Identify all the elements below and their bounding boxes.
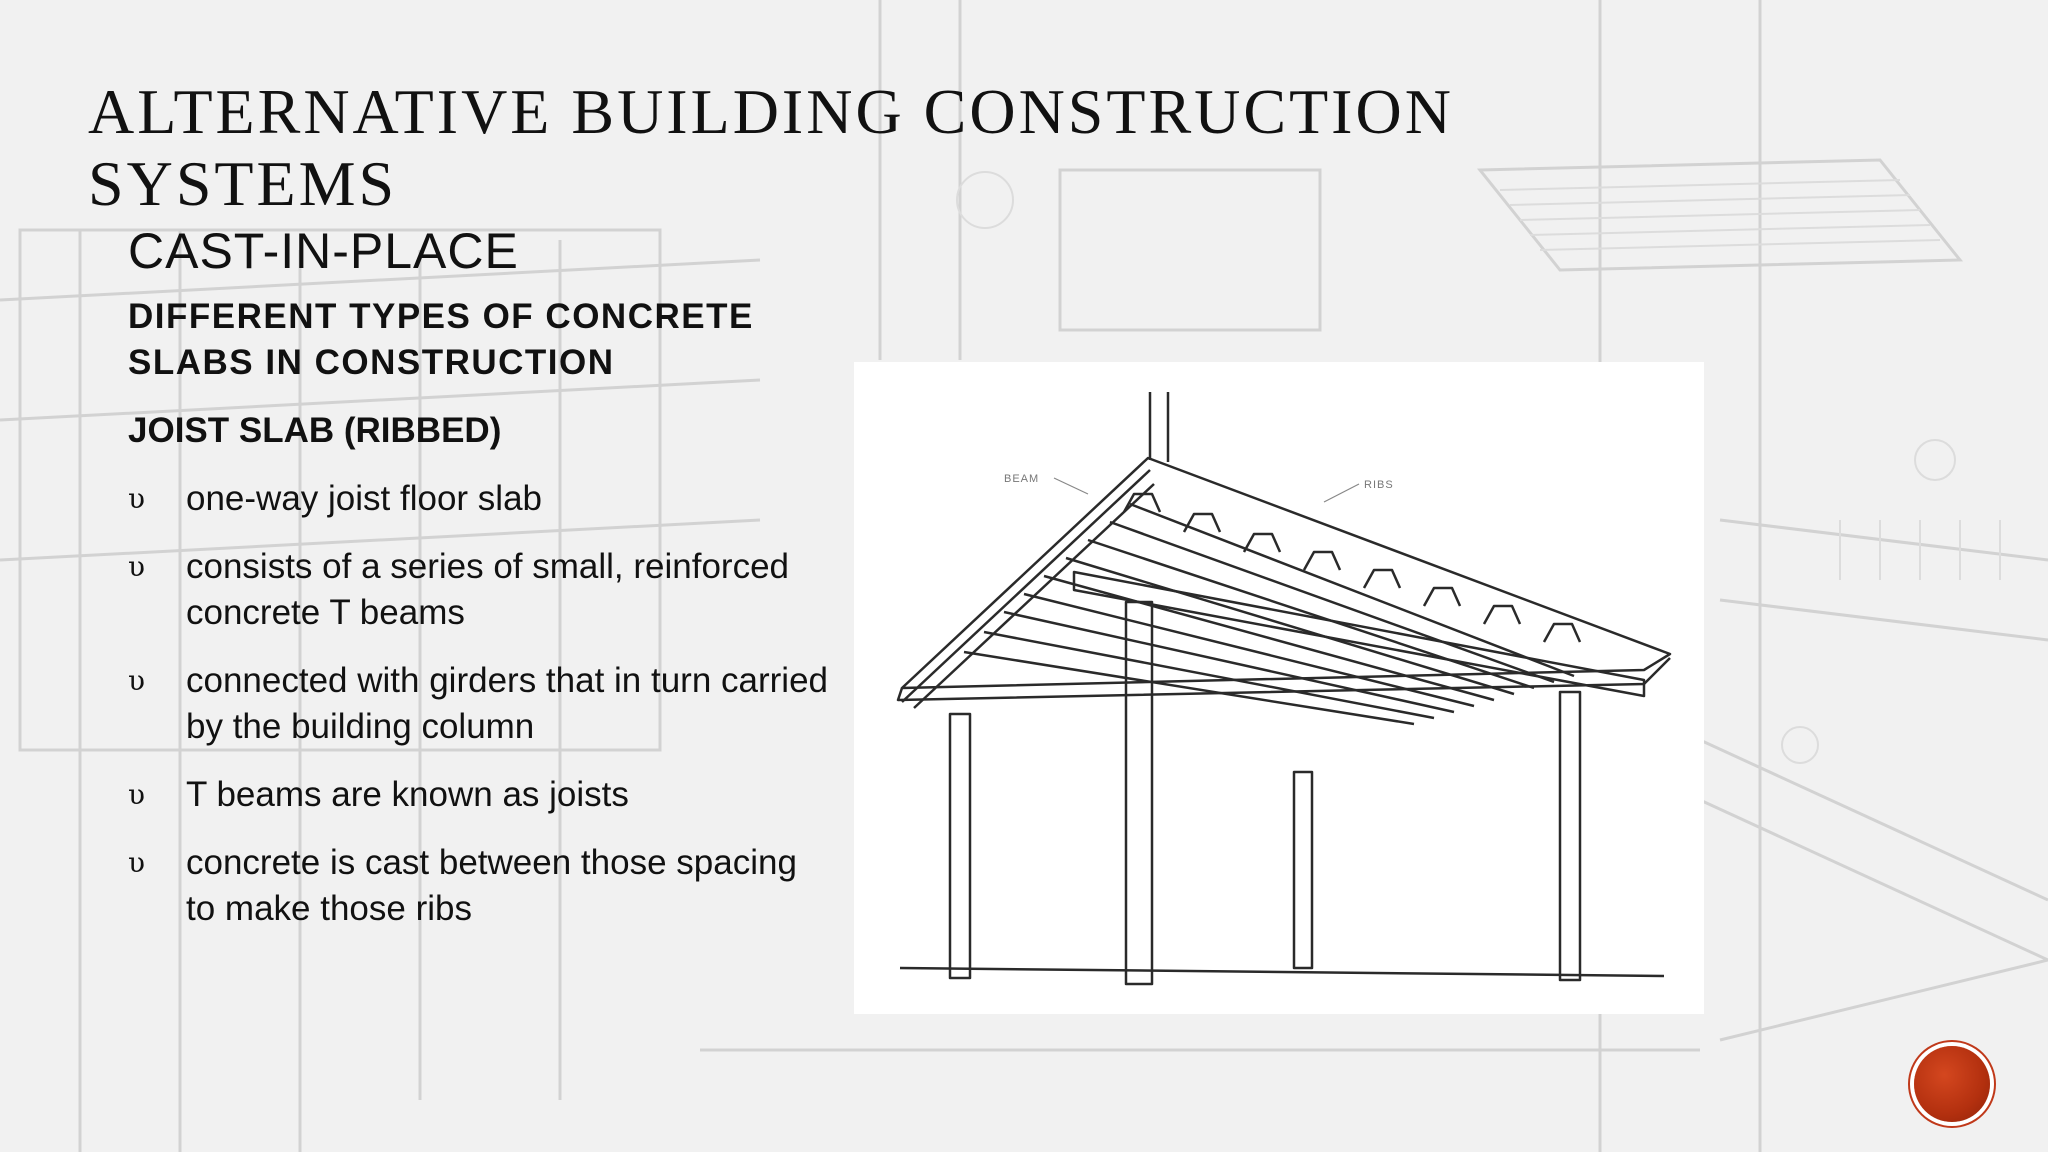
bullet-icon: υ: [128, 664, 146, 697]
bullet-text: T beams are known as joists: [186, 775, 629, 814]
slide-content: [128, 294, 828, 954]
slide-logo-badge: [1914, 1046, 1990, 1122]
list-item: [128, 658, 828, 750]
bullet-text: consists of a series of small, reinforced concrete T beams: [186, 547, 790, 632]
slide-subtitle: CAST-IN-PLACE: [128, 223, 519, 279]
list-item: [128, 476, 828, 522]
beam-label: BEAM: [1004, 473, 1040, 485]
list-item: [128, 772, 828, 818]
ribs-label: RIBS: [1364, 479, 1394, 491]
bullet-icon: υ: [128, 482, 146, 515]
list-item: [128, 544, 828, 636]
bullet-text: one-way joist floor slab: [186, 479, 542, 518]
joist-slab-drawing: [854, 362, 1704, 1014]
bullet-icon: υ: [128, 778, 146, 811]
section-heading: DIFFERENT TYPES OF CONCRETE SLABS IN CONSTRUCTION: [128, 297, 754, 382]
list-item: [128, 840, 828, 932]
joist-slab-illustration: [854, 362, 1704, 1014]
bullet-text: concrete is cast between those spacing to make those ribs: [186, 843, 797, 928]
bullet-icon: υ: [128, 550, 146, 583]
section-subheading: JOIST SLAB (RIBBED): [128, 411, 502, 450]
bullet-list: [128, 476, 828, 932]
slide-title: ALTERNATIVE BUILDING CONSTRUCTION SYSTEMS: [88, 76, 1454, 219]
bullet-text: connected with girders that in turn carried by the building column: [186, 661, 828, 746]
bullet-icon: υ: [128, 846, 146, 879]
